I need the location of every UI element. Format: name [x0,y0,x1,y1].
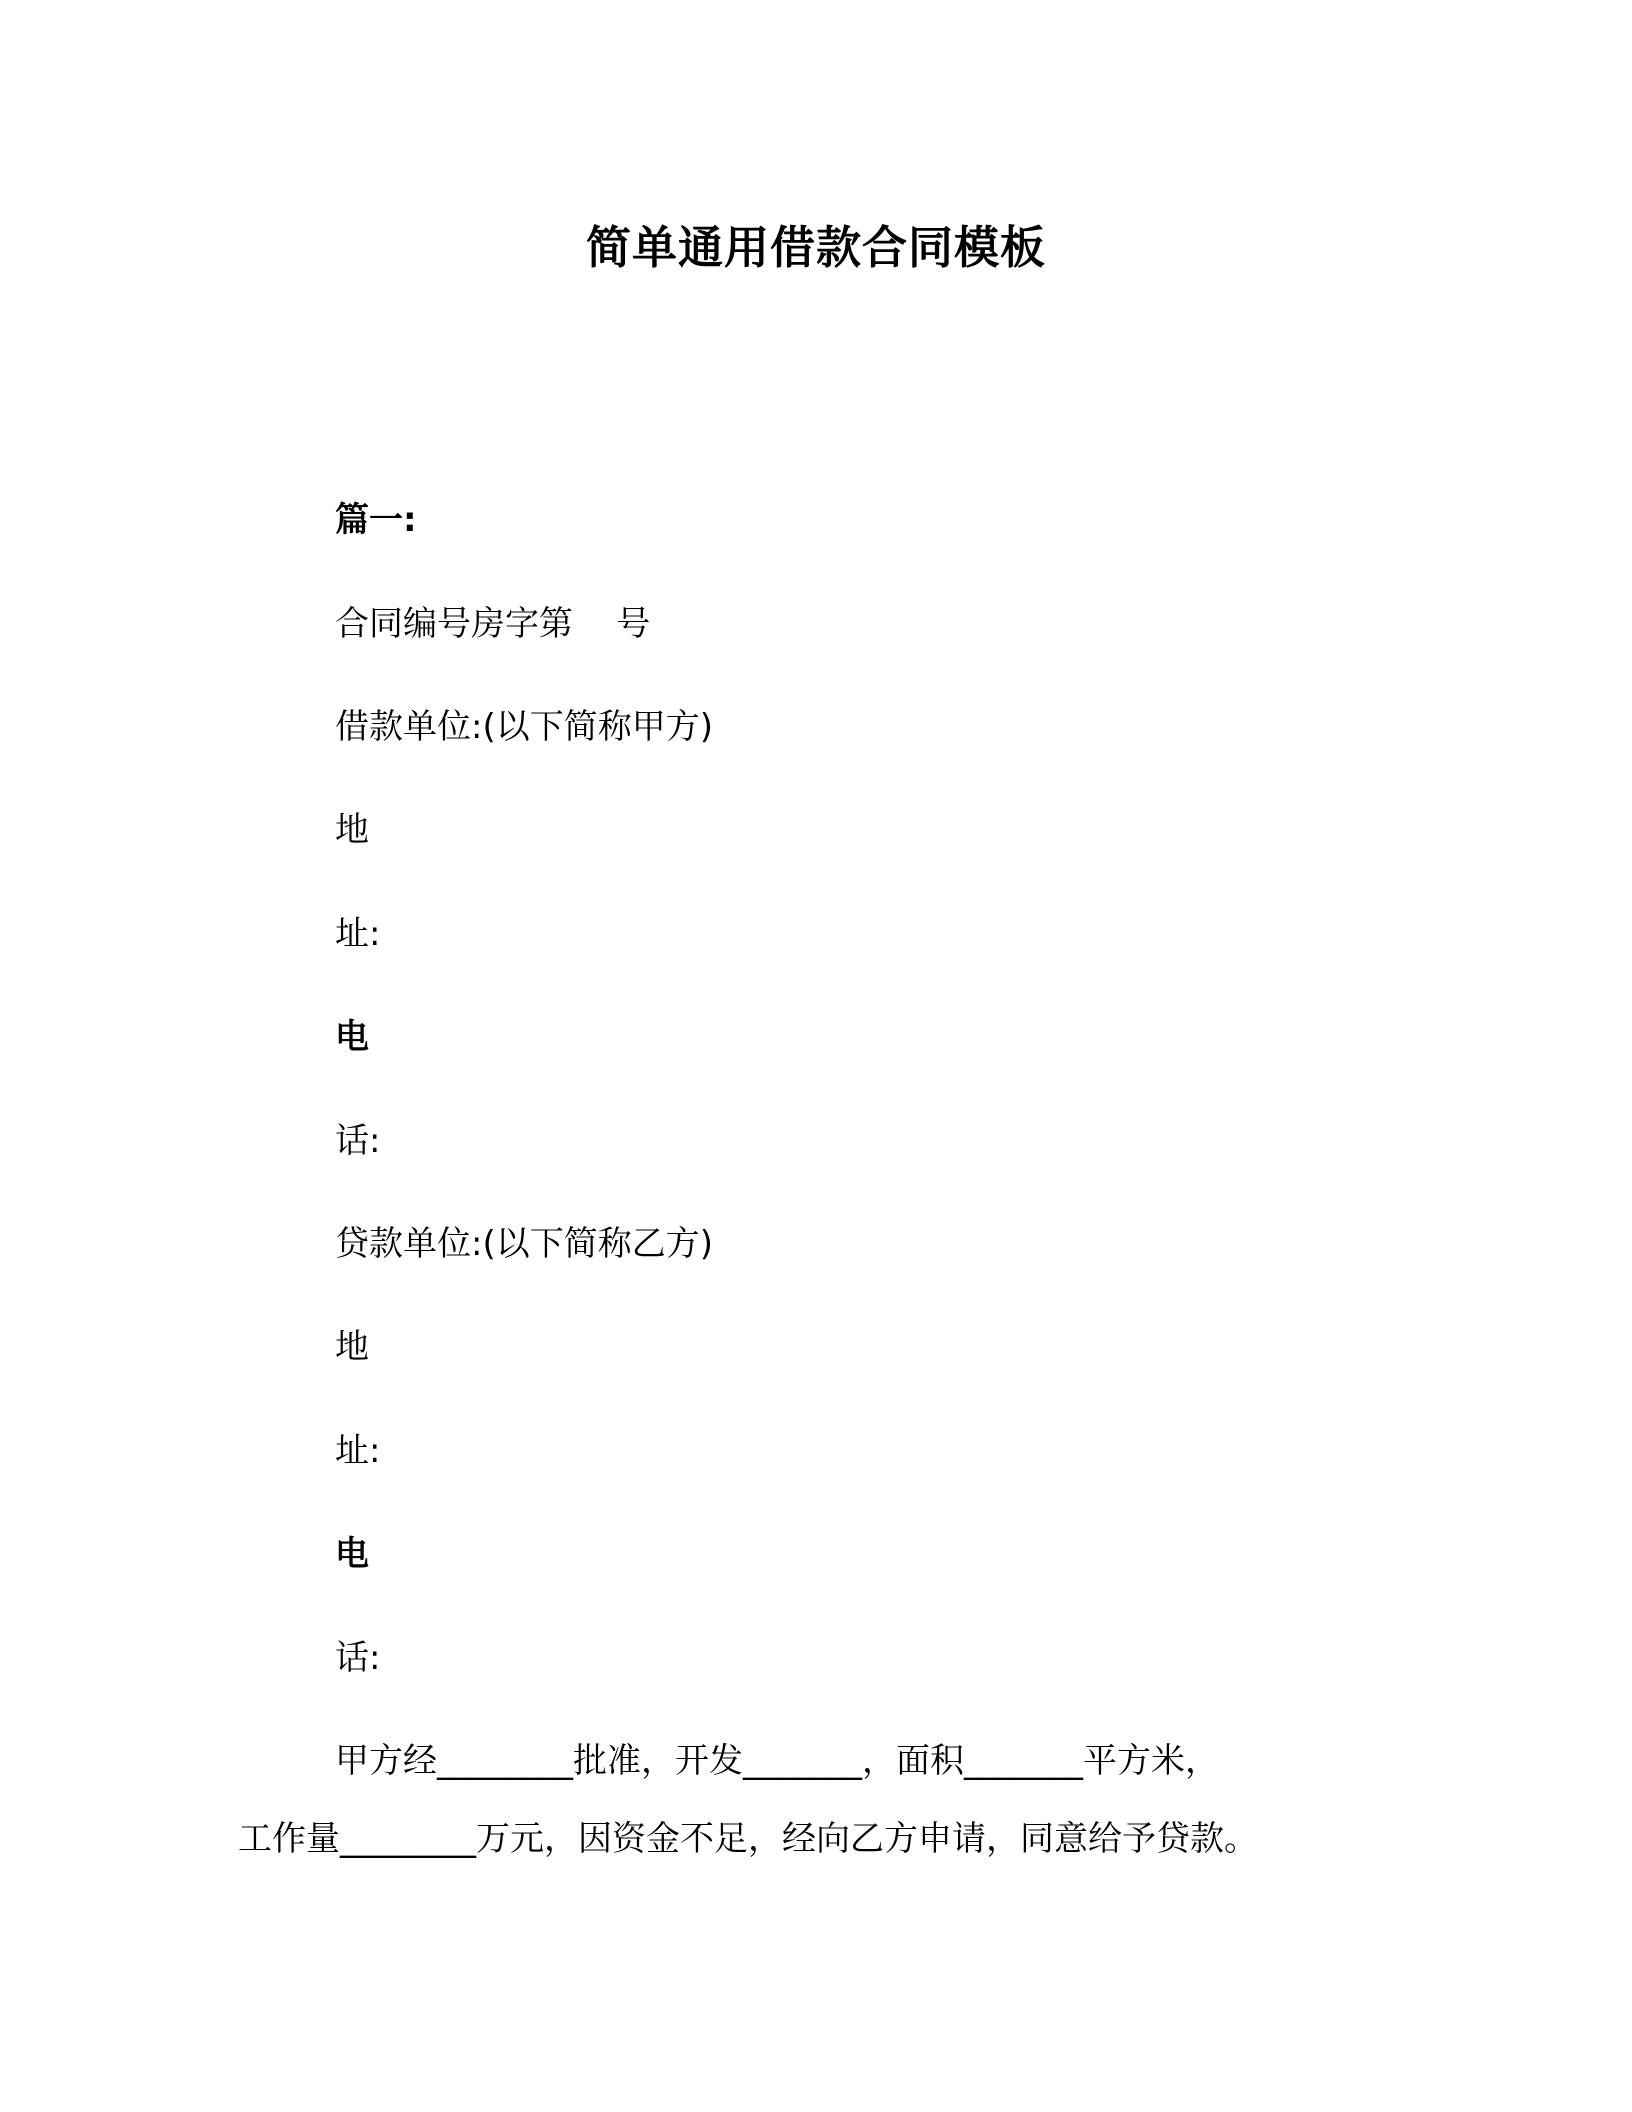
lender-phone-label-1: 电 [335,1534,369,1574]
paragraph-line-1: 甲方经________批准，开发_______，面积_______平方米， [335,1741,1219,1781]
borrower-phone-label-1: 电 [335,1017,369,1057]
lender-phone-label-2: 话: [335,1638,381,1678]
borrower-address-label-2: 址: [335,914,381,954]
paragraph-line-2: 工作量________万元，因资金不足，经向乙方申请，同意给予贷款。 [238,1819,1258,1859]
document-title: 简单通用借款合同模板 [585,221,1046,274]
borrower-address-label-1: 地 [335,810,369,850]
lender-address-label-1: 地 [335,1327,369,1367]
lender-line: 贷款单位:(以下简称乙方) [335,1224,713,1264]
lender-address-label-2: 址: [335,1431,381,1471]
borrower-phone-label-2: 话: [335,1121,381,1161]
borrower-line: 借款单位:(以下简称甲方) [335,707,713,747]
contract-number: 合同编号房字第 号 [335,604,651,644]
section-heading: 篇一: [335,500,417,540]
